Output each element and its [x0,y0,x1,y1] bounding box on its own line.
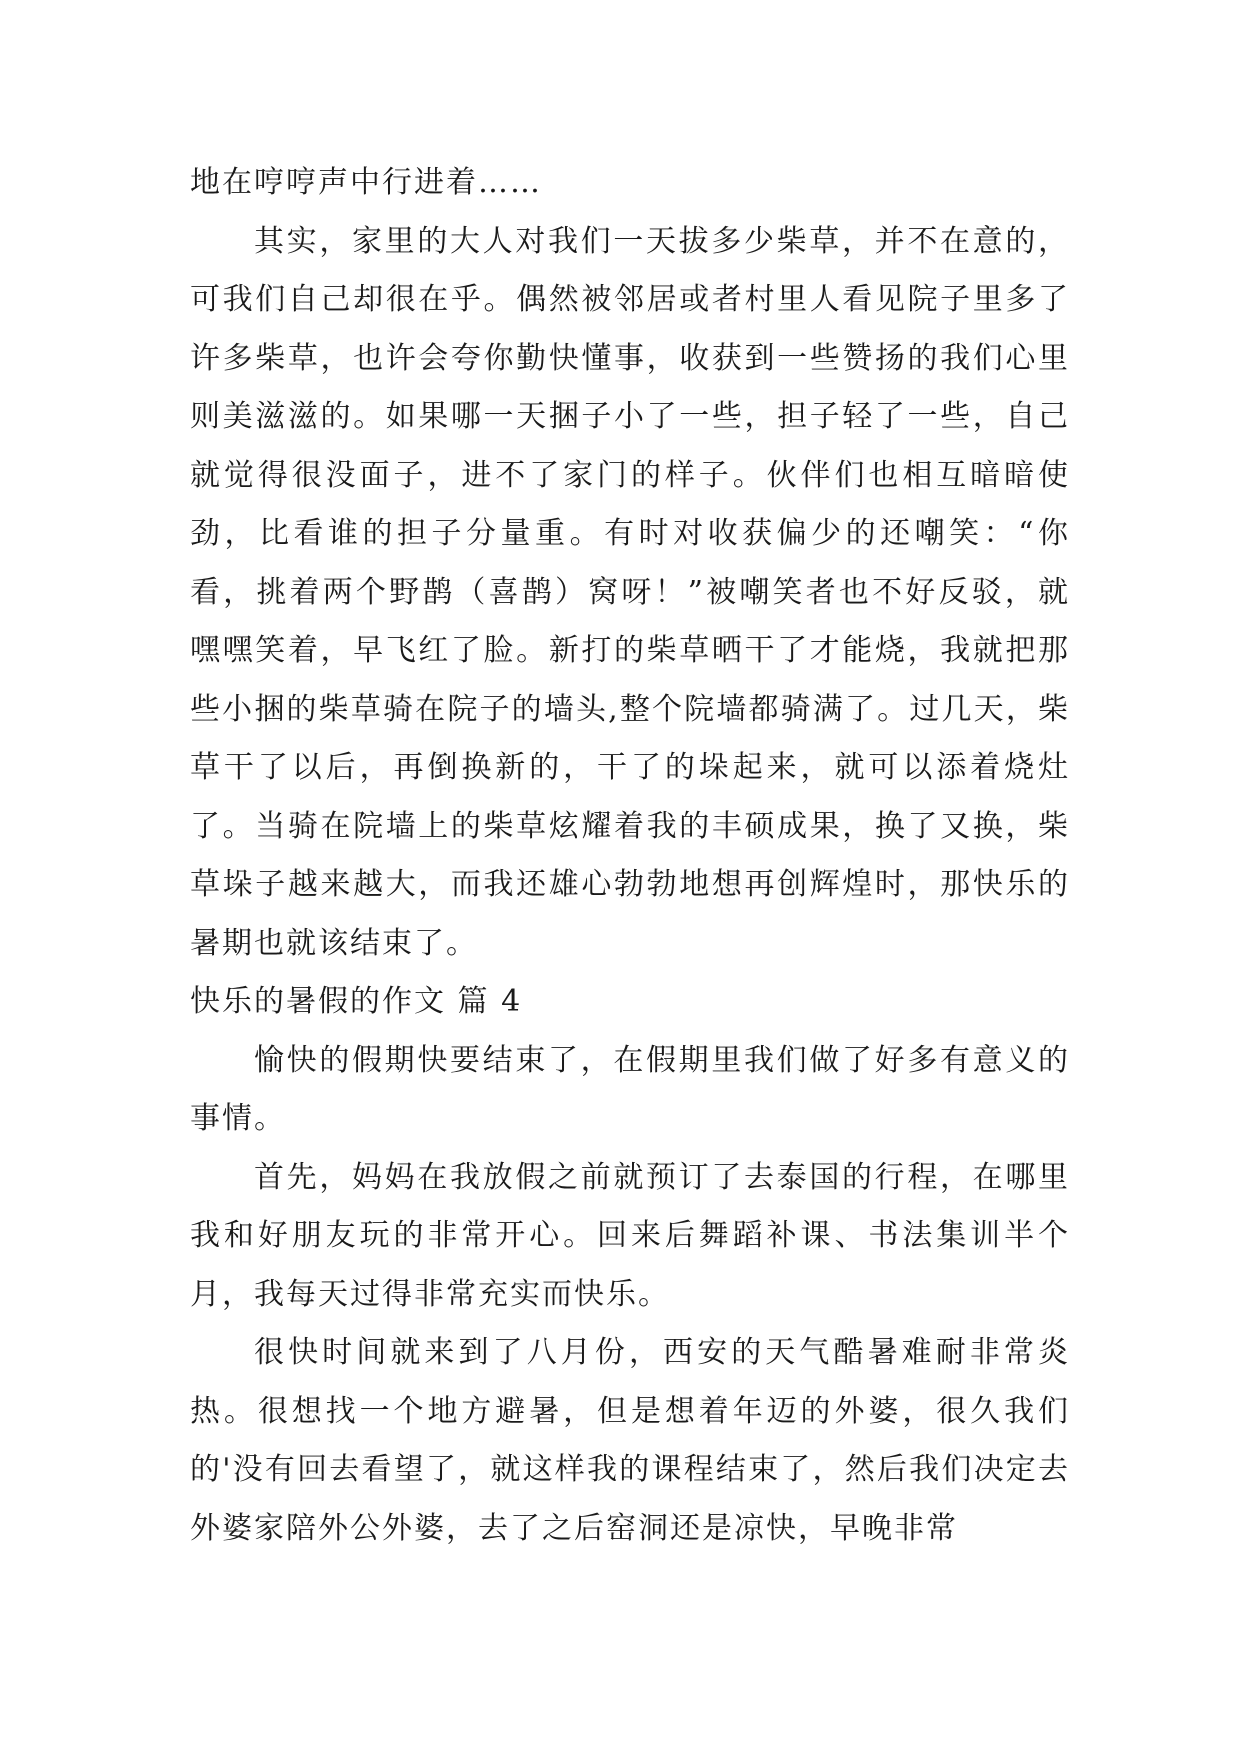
paragraph-august-visit: 很快时间就来到了八月份，西安的天气酷暑难耐非常炎热。很想找一个地方避暑，但是想着年迈的外婆，很久我们的'没有回去看望了，就这样我的课程结束了，然后我们决定去外婆家陪外公外婆，去了之后窑洞还是凉快，早晚非常 [190,1335,1070,1546]
essay-heading: 快乐的暑假的作文 篇 4 [190,984,523,1019]
paragraph-firewood: 其实，家里的大人对我们一天拔多少柴草，并不在意的，可我们自己却很在乎。偶然被邻居或者村里人看见院子里多了许多柴草，也许会夸你勤快懂事，收获到一些赞扬的我们心里则美滋滋的。如果哪一天捆子小了一些，担子轻了一些，自己就觉得很没面子，进不了家门的样子。伙伴们也相互暗暗使劲，比看谁的担子分量重。有时对收获偏少的还嘲笑：“你看，挑着两个野鹊（喜鹊）窝呀！”被嘲笑者也不好反驳，就嘿嘿笑着，早飞红了脸。新打的柴草晒干了才能烧，我就把那些小捆的柴草骑在院子的墙头,整个院墙都骑满了。过几天，柴草干了以后，再倒换新的，干了的垛起来，就可以添着烧灶了。当骑在院墙上的柴草炫耀着我的丰硕成果，换了又换，柴草垛子越来越大，而我还雄心勃勃地想再创辉煌时，那快乐的暑期也就该结束了。 [190,223,1070,961]
paragraph-continuation: 地在哼哼声中行进着…… [190,165,542,200]
paragraph-holiday-intro: 愉快的假期快要结束了，在假期里我们做了好多有意义的事情。 [190,1042,1070,1136]
paragraph-thailand-trip: 首先，妈妈在我放假之前就预订了去泰国的行程，在哪里我和好朋友玩的非常开心。回来后舞蹈补课、书法集训半个月，我每天过得非常充实而快乐。 [190,1159,1070,1312]
text-column [190,154,1070,1558]
